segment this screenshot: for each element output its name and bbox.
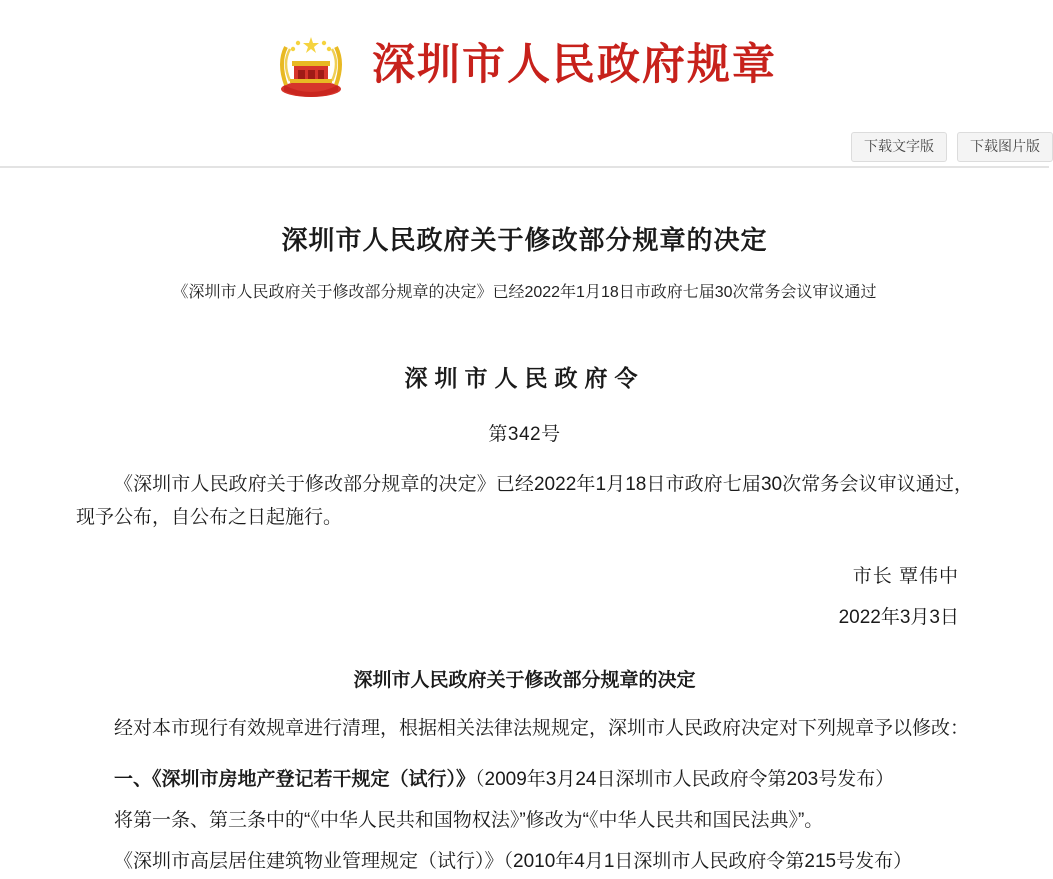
item-note: （2009年3月24日深圳市人民政府令第203号发布） [475,768,895,790]
item-number: 一、 [114,768,153,790]
document-body [0,168,1049,873]
decree-title: 深圳市人民政府令 [404,365,645,391]
decree-paragraph: 《深圳市人民政府关于修改部分规章的决定》已经2022年1月18日市政府七届30次常务会议审议通过，现予公布，自公布之日起施行。 [76,474,973,529]
national-emblem-icon [272,27,350,105]
site-header [0,0,1049,131]
site-title: 深圳市人民政府规章 [372,41,777,89]
download-text-button[interactable]: 下载文字版 [851,132,947,161]
download-image-button[interactable]: 下载图片版 [957,132,1053,161]
section-heading: 深圳市人民政府关于修改部分规章的决定 [353,669,696,691]
document-subtitle: 《深圳市人民政府关于修改部分规章的决定》已经2022年1月18日市政府七届30次常务会议审议通过 [172,284,877,301]
item-name: 《深圳市房地产登记若干规定（试行）》 [152,768,476,790]
download-toolbar [0,127,1049,167]
item-body: 将第一条、第三条中的“《中华人民共和国物权法》”修改为“《中华人民共和国民法典》”。 [114,810,824,831]
decree-number: 第342号 [488,424,561,445]
header-inner [272,27,777,105]
item-clipped-next: 《深圳市高层居住建筑物业管理规定（试行）》（2010年4月1日深圳市人民政府令第215号发布） [114,851,913,873]
section-intro: 经对本市现行有效规章进行清理，根据相关法律法规规定，深圳市人民政府决定对下列规章予以修改： [114,717,970,739]
signature-name: 市长 覃伟中 [852,565,959,587]
list-item [76,763,973,796]
document-title: 深圳市人民政府关于修改部分规章的决定 [281,225,768,255]
signature-date: 2022年3月3日 [838,606,959,628]
